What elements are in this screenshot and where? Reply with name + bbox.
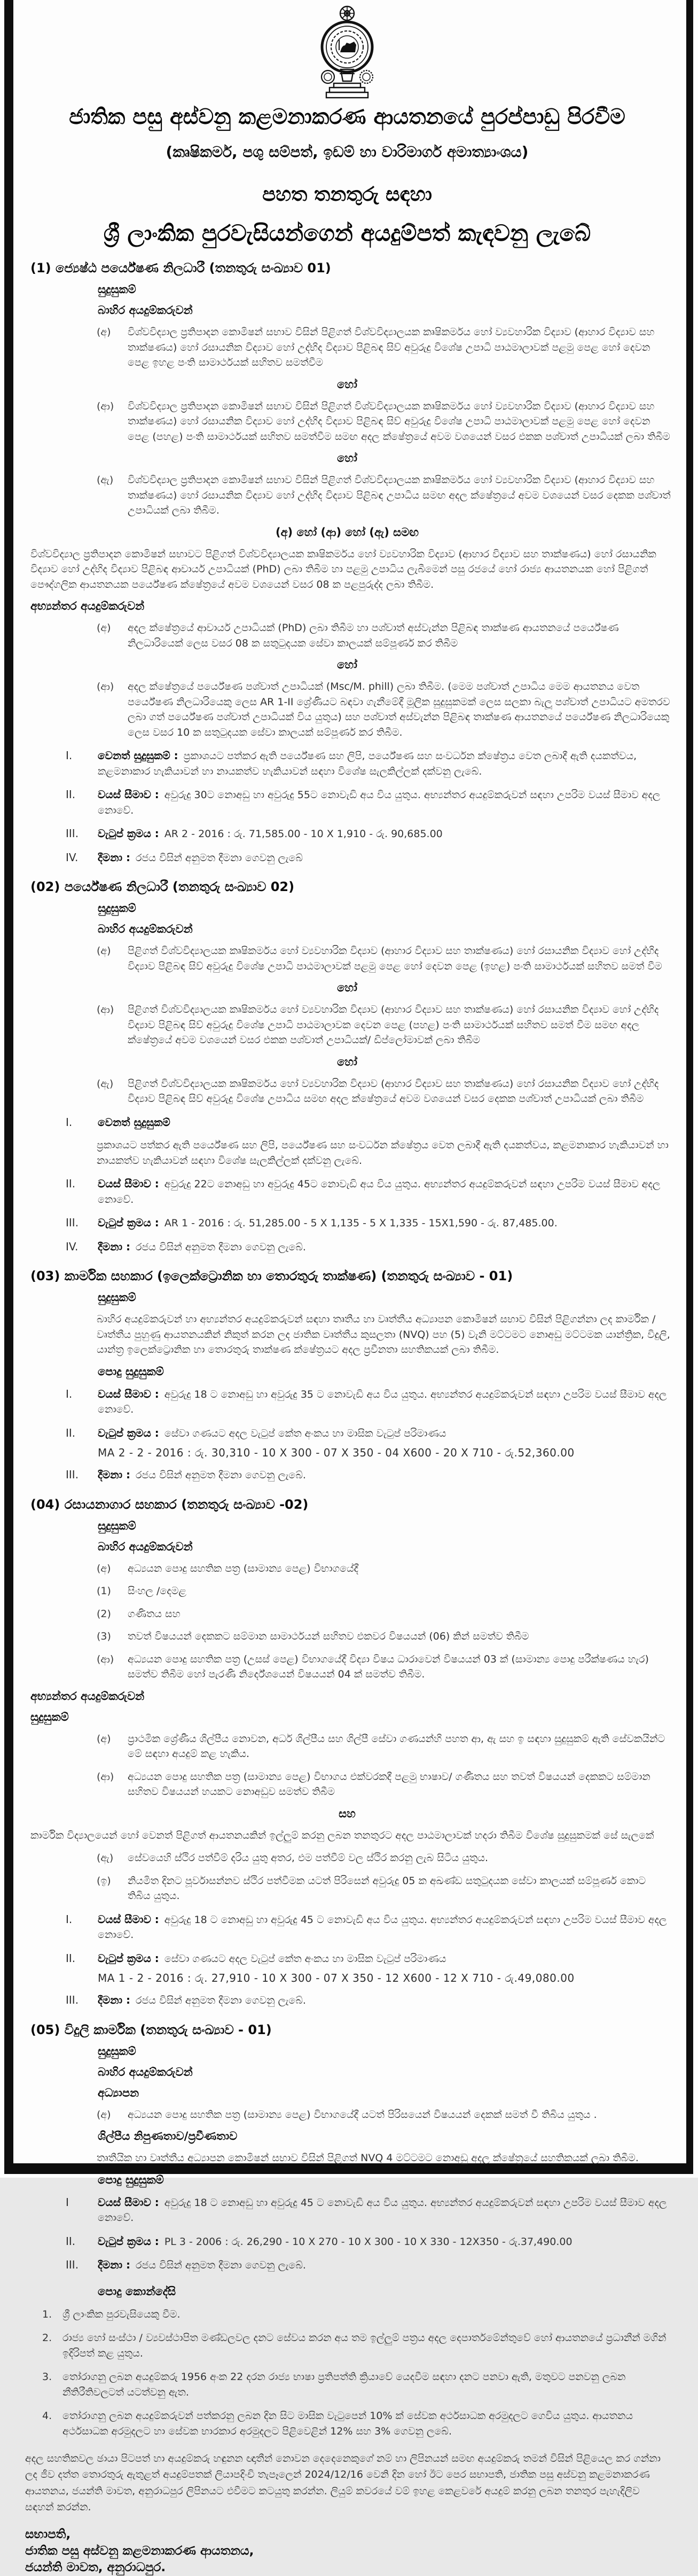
page-title: ජාතික පසු අස්වනු කළමනාකරණ ආයතනයේ පුරප්පාඩු පිරවීම — [69, 105, 625, 129]
signature-institute: ජාතික පසු අස්වනු කළමනාකරණ ආයතනය, — [25, 2543, 254, 2558]
salary-scale-item: III. වැටුප් ක්‍රමය : AR 2 - 2016 : රු. 71,585.00 - 10 X 1,910 - රු. 90,685.00 — [66, 827, 443, 840]
subject-item-2: (2) ගණිතය සහ — [97, 1606, 671, 1622]
item-label: (අ) — [97, 1732, 111, 1745]
item-label: (3) — [97, 1630, 111, 1642]
education-item-a: (අ) අධ්‍යයන පොදු සහතික පත්‍ර (සාමාන්‍ය පෙළ) විභාගයේදී යටත් පිරිසයෙන් විෂයයන් දෙකක් සමත් වී තිබිය යුතුය . — [97, 2107, 671, 2123]
qualifications-heading: සුදුසුකම් — [98, 1519, 136, 1532]
general-qualifications-heading: පොදු සුදුසුකම් — [98, 2173, 164, 2186]
item-label: (1) — [97, 1585, 111, 1597]
qualifications-heading: සුදුසුකම් — [98, 902, 136, 915]
sri-lanka-emblem-icon — [313, 4, 381, 99]
condition-item-4: 4. තෝරාගනු ලබන අයදුම්කරුවන් පත්කරනු ලබන දින සිට මාසික වැටුපෙන් 10% ක් සේවක අර්ථසාධක අරමුදලට ගෙවිය යුතුය. ආයතනය අර්ථසාධක අරමුදලට හා සේවක භාරකාර අරමුදලට පිළිවෙළින් 12% සහ 3% ගෙවනු ලබේ. — [42, 2410, 633, 2437]
qualifications-heading: සුදුසුකම් — [98, 2044, 136, 2058]
internal-applicants-heading: අභ්‍යන්තර අයදුම්කරුවන් — [30, 1689, 145, 1703]
qualification-item-b: (ආ) පිළිගත් විශ්වවිද්‍යාලයක කෘෂිකර්මය හෝ ව්‍යවහාරික විද්‍යාව (ආහාර විද්‍යාව සහ තාක්ෂණය) හෝ රසායනික විද්‍යාව හෝ උද්භිද විද්‍යාව පිළිබඳ සිව් අවුරුදු විශේෂ උපාධි පාඨමාලාවක දෙවන පෙළ (පහළ) පංති සාමාර්ථයක් සහිතව සමත් වීම සමඟ අදල ක්ෂේත්‍රයේ අවම වශයෙන් වසර එකක පශ්චාත් උපාධියක්/ ඩිප්ලෝමාවක් ලබා තිබීම — [97, 1002, 671, 1048]
or-separator: හෝ — [337, 658, 357, 671]
age-limit-item: I. වයස් සීමාව : අවුරුදු 18 ට නොඅඩු හා අවුරුදු 45 ට නොවැඩි අය විය යුතුය. අභ්‍යන්තර අයදුම්කරුවන් සඳහා උපරිම වයස් සීමාව අදල නොවේ. — [66, 1912, 667, 1941]
other-qualifications-item: I. වෙනත් සුදුසුකම් — [66, 1115, 170, 1129]
item-label: (ආ) — [97, 681, 114, 692]
age-limit-item: I. වයස් සීමාව : අවුරුදු 18 ට නොඅඩු හා අවුරුදු 35 ට නොවැඩි අය විය යුතුය. අභ්‍යන්තර අයදුම්කරුවන් සඳහා උපරිම වයස් සීමාව අදල නොවේ. — [66, 1387, 667, 1415]
qualification-item-a: (අ) විශ්වවිද්‍යාල ප්‍රතිපාදන කොමිෂන් සභාව විසින් පිළිගත් විශ්වවිද්‍යාලයක කෘෂිකර්මය හෝ ව්‍යවහාරික විද්‍යාව (ආහාර විද්‍යාව සහ තාක්ෂණය) හෝ රසායනික විද්‍යාව හෝ උද්භිද විද්‍යාව පිළිබඳ සිව් අවුරුදු විශේෂ උපාධි පාඨමාලාවක් පළමු පෙළ හෝ දෙවන පෙළ ඉහළ පංති සාමාර්ථයක් සහිතව සමත්වීම — [97, 325, 671, 371]
internal-item-a: (අ) ප්‍රාථමික ශ්‍රේණීය ශිල්පීය නොවන, අර්ධ ශිල්පීය සහ ශිල්පී සේවා ගණයන්හි පහත ආ, ඇ සහ ඉ සඳහා සුදුසුකම් ඇති සේවකයින්ට මේ සඳහා අයදුම් කළ හැකිය. — [97, 1731, 671, 1762]
item-label: (ආ) — [97, 1770, 114, 1783]
qualification-item-a: (අ) පිළිගත් විශ්වවිද්‍යාලයක කෘෂිකර්මය හෝ ව්‍යවහාරික විද්‍යාව (ආහාර විද්‍යාව සහ තාක්ෂණය) හෝ රසායනික විද්‍යාව හෝ උද්භිද විද්‍යාව පිළිබඳ සිව් අවුරුදු විශේෂ උපාධි පාඨමාලාවක් පළමු පෙළ හෝ දෙවන පෙළ (ඉහළ) පංති සාමාර්ථයක් සහිතව සමත් වීම — [97, 943, 671, 974]
allowance-item: III. දීමනා : රජය විසින් අනුමත දීමනා ගෙවනු ලැබේ. — [66, 1468, 306, 1481]
combined-qualification-paragraph: විශ්වවිද්‍යාල ප්‍රතිපාදන කොමිෂන් සභාවට පිළිගත් විශ්වවිද්‍යාලයක කෘෂිකර්මය හෝ ව්‍යවහාරික විද්‍යාව (ආහාර විද්‍යාව සහ තාක්ෂණය) හෝ රසායනික විද්‍යාව හෝ උද්භිද විද්‍යාව පිළිබඳ ආචාර්ය උපාධියක් (PhD) ලබා තිබීම හා පළමු උපාධිය ලැබීමෙන් පසු රජයේ හෝ රාජ්‍ය ආයතනයක හෝ පිළිගත් පෞද්ගලික ආයතනයක පර්යේෂණ ක්ෂේත්‍රයේ අවම වශයෙන් වසර 08 ක පළපුරුද්ද ලබා තිබීම. — [30, 548, 656, 590]
internal-item-c: (ඇ) සේවයෙහි ස්ථිර පත්වීම් දරිය යුතු අතර, එම පත්වීම් වල ස්ථිර කරනු ලැබ සිටිය යුතුය. — [97, 1850, 671, 1866]
section-1-heading: (1) ජ්‍යෙෂ්ඨ පර්යේෂණ නිලධාරී (තනතුරු සංඛ්‍යාව 01) — [30, 261, 331, 275]
section-5-heading: (05) විදුලි කාර්මික (තනතුරු සංඛ්‍යාව - 01) — [30, 2022, 272, 2037]
item-label: (ඉ) — [97, 1874, 111, 1887]
qualification-item-c: (ඇ) පිළිගත් විශ්වවිද්‍යාලයක කෘෂිකර්මය හෝ ව්‍යවහාරික විද්‍යාව (ආහාර විද්‍යාව සහ තාක්ෂණය) හෝ රසායනික විද්‍යාව හෝ උද්භිද විද්‍යාව පිළිබඳ සිව් අවුරුදු විශේෂ උපාධිය සමඟ අදල ක්ෂේත්‍රයේ අවම වශයෙන් වසර දෙකක පශ්චාත් උපාධියක් ලබා තිබීම — [97, 1076, 671, 1107]
internal-item-a: (අ) අදල ක්ෂේත්‍රයේ ආචාර්ය උපාධියක් (PhD) ලබා තිබීම හා පශ්චාත් අස්වැන්න පිළිබඳ තාක්ෂණ ආයතනයේ පර්යේෂණ නිලධාරියෙක් ලෙස වසර 08 ක සතුටුදයක සේවා කාලයක් සම්පූර්ණ කර තිබීම — [97, 620, 671, 651]
item-label: (අ) — [97, 622, 111, 634]
salary-scale-line: MA 2 - 2 - 2016 : රු. 30,310 - 10 X 300 - 07 X 350 - 04 X600 - 20 X 710 - රු.52,360.00 — [98, 1446, 575, 1459]
header-emblem-area — [23, 4, 671, 101]
allowance-item: III. දීමනා : රජය විසින් අනුමත දීමනා ගෙවනු ලැබේ. — [66, 2258, 306, 2271]
salary-scale-item: II. වැටුප් ක්‍රමය : සේවා ගණයට අදල වැටුප් කේත අංකය හා මාසික වැටුප් පරිමාණය — [66, 1426, 446, 1439]
allowance-item: IV. දීමනා : රජය විසින් අනුමත දීමනා ගෙවනු ලැබේ — [66, 850, 303, 864]
document-content — [13, 0, 686, 2574]
section-3-heading: (03) කාර්මික සහකාර (ඉලෙක්ට්‍රොනික හා තොරතුරු තාක්ෂණ) (තනතුරු සංඛ්‍යාව - 01) — [30, 1269, 513, 1283]
external-applicants-heading: බාහිර අයදුම්කරුවන් — [98, 1540, 193, 1553]
or-separator: හෝ — [337, 981, 357, 994]
signature-chairman: සභාපති, — [25, 2527, 71, 2541]
exam-requirement-item: (අ) අධ්‍යයන පොදු සහතික පත්‍ර (සාමාන්‍ය පෙළ) විභාගයේදී — [97, 1561, 671, 1577]
qualification-item-c: (ඇ) විශ්වවිද්‍යාල ප්‍රතිපාදන කොමිෂන් සභාව විසින් පිළිගත් විශ්වවිද්‍යාලයක කෘෂිකර්මය හෝ ව්‍යවහාරික විද්‍යාව (ආහාර විද්‍යාව සහ තාක්ෂණය) හෝ රසායනික විද්‍යාව හෝ උද්භිද විද්‍යාව පිළිබඳ උපාධිය සමඟ අදල ක්ෂේත්‍රයේ අවම වශයෙන් වසර දෙකක පශ්චාත් උපාධියක් ලබා තිබීම. — [97, 472, 671, 518]
qualifications-heading: සුදුසුකම් — [98, 1291, 136, 1304]
section-4-heading: (04) රසායනාගාර සහකාර (තනතුරු සංඛ්‍යාව -02) — [30, 1496, 309, 1512]
age-limit-item: II. වයස් සීමාව : අවුරුදු 22ට නොඅඩු හා අවුරුදු 45ට නොවැඩි අය විය යුතුය. අභ්‍යන්තර අයදුම්කරුවන් සඳහා උපරිම වයස් සීමාව අදල නොවේ. — [66, 1177, 661, 1206]
skill-proficiency-paragraph: තෘතීයික හා වෘත්තීය අධ්‍යාපන කොමිෂන් සභාව විසින් පිළිගත් NVQ 4 මට්ටමට නොඅඩු අදල ක්ෂේත්‍රයේ සහතිකයක් ලබා තිබීම. — [97, 2152, 639, 2164]
qualification-paragraph: බාහිර අයදුම්කරුවන් හා අභ්‍යන්තර අයදුම්කරුවන් සඳහා තෘතීය හා වෘත්තීය අධ්‍යාපන කොමිෂන් සභාව විසින් පිළිගන්නා ලද කාර්මික / වෘත්තීය පුහුණු ආයතනයකින් නිකුත් කරන ලද ජාතික වෘත්තීය කුසලතා (NVQ) පහ (5) වැනි මට්ටමට නොඅඩු මට්ටමක යාන්ත්‍රික, විදුලි, යාන්ත්‍ර ඉලෙක්ට්‍රොනික හා තොරතුරු තාක්ෂණ ක්ෂේත්‍රයට අදල ප්‍රවීනතා සහතිකයක් ලබා තිබීම. — [97, 1313, 670, 1356]
signature-address: ජයන්ති මාවත, අනුරාධපුර. — [25, 2560, 166, 2574]
external-applicants-heading: බාහිර අයදුම්කරුවන් — [98, 923, 193, 935]
item-label: (අ) — [97, 1562, 111, 1574]
or-separator: හෝ — [337, 377, 357, 391]
external-applicants-heading: බාහිර අයදුම්කරුවන් — [98, 304, 193, 317]
allowance-item: IV. දීමනා : රජය විසින් අනුමත දීමනා ගෙවනු ලැබේ. — [66, 1240, 306, 1253]
item-label: (ඇ) — [97, 474, 114, 486]
item-label: (2) — [97, 1608, 111, 1620]
or-separator: හෝ — [337, 1055, 357, 1068]
subject-item-3: (3) තවත් විෂයයන් දෙකකට සම්මාන සාමාර්ථයන් සහිතව එකවර විෂයයන් (06) කින් සමත්ව තිබීම — [97, 1629, 671, 1644]
education-heading: අධ්‍යාපන — [98, 2086, 139, 2099]
subtitle-positions: පහත තනතුරු සඳහා — [262, 183, 432, 206]
skill-proficiency-heading: ශිල්පීය නිපුණතාව/ප්‍රවීණතාව — [98, 2130, 238, 2142]
item-label: (අ) — [97, 326, 111, 338]
internal-applicants-heading: අභ්‍යන්තර අයදුම්කරුවන් — [30, 600, 145, 612]
internal-item-b: (ආ) අදල ක්ෂේත්‍රයේ පර්යේෂණ පශ්චාත් උපාධියක් (Msc/M. phill) ලබා තිබීම. (මෙම පශ්චාත් උපාධිය මෙම ආයතනය වෙත පර්යේෂණ නිලධාරියෙකු ලෙස AR 1-II ශ්‍රේණියට බඳවා ගැනීමේදී මූලික සුදුසුකමක් ලෙස සලකා බැලූ පශ්චාත් උපාධියට අමතරව ලබා ගත් පර්යේෂණ පශ්චාත් උපාධියක් විය යුතුය) සහ පශ්චාත් අස්වැන්න පිළිබඳ තාක්ෂණ ආයතනයේ පර්යේෂණ නිලධාරියෙකු ලෙස වසර 10 ක සතුටුදයක සේවා කාලයක් සම්පූර්ණ කර තිබීම. — [97, 679, 671, 740]
section-2-heading: (02) පර්යේෂණ නිලධාරී (තනතුරු සංඛ්‍යාව 02) — [30, 879, 295, 894]
exam-requirement-item-b: (ආ) අධ්‍යයන පොදු සහතික පත්‍ර (උසස් පෙළ) විභාගයේදී විද්‍යා විෂය ධාරාවෙන් විෂයයන් 03 ක් (සාමාන්‍ය පොදු පරීක්ෂණය හැර) සමත්ව තිබීම හෝ පැරණි නිර්දේශයෙන් විෂයයන් 04 ක් සමත්ව තිබීම. — [97, 1652, 671, 1682]
condition-item-3: 3. තෝරාගනු ලබන අයදුම්කරු 1956 අංක 22 දරන රාජ්‍ය භාෂා ප්‍රතිපත්ති ක්‍රියාවේ යෙදවීම සඳහා දනට පනවා ඇති, මතුවට පනවනු ලබන නීතිරීතිවලටත් යටත්වනු ඇත. — [42, 2371, 626, 2398]
salary-scale-item: III. වැටුප් ක්‍රමය : AR 1 - 2016 : රු. 51,285.00 - 5 X 1,135 - 5 X 1,335 - 15X1,590 - රු. 87,485.00. — [66, 1216, 558, 1229]
or-separator: හෝ — [337, 452, 357, 464]
condition-item-2: 2. රාජ්‍ය හෝ සංස්ථා / ව්‍යවස්ථාපිත මණ්ඩලවල දනට සේවය කරන අය තම ඉල්ලුම් පත්‍රය අදල දෙපාර්තමේන්තුවේ හෝ ආයතනයේ ප්‍රධානීන් මගින් ඉදිරිපත් කළ යුතුය. — [42, 2332, 666, 2359]
internal-item-e: (ඉ) නියමිත දිනට පූර්වාසන්නව ස්ථිර පත්වීමක යටත් පිරිසෙන් අවුරුදු 05 ක අඛණ්ඩ සතුටුදයක සේවා කාලයක් සම්පූර්ණ කොට තිබිය යුතුය. — [97, 1873, 671, 1904]
qualifications-heading: සුදුසුකම් — [30, 1710, 69, 1723]
salary-scale-item: II. වැටුප් ක්‍රමය : PL 3 - 2006 : රු. 26,290 - 10 X 270 - 10 X 300 - 10 X 330 - 12X350 - රු.37,490.00 — [66, 2234, 572, 2248]
other-qualifications-paragraph: ප්‍රකාශයට පත්කර ඇති පර්යේෂණ සහ ලිපි, පර්යේෂණ සහ සංවර්ධන ක්ෂේත්‍රය වෙත ලබාදී ඇති දයකත්වය, කළමනාකාර හැකියාවන් හා නායකත්ව හැකියාවන් සඳහා විශේෂ සැලකිල්ලක් දක්වනු ලැබේ. — [97, 1139, 669, 1167]
subject-item-1: (1) සිංහල /දෙමළ — [97, 1584, 671, 1599]
qualification-item-b: (ආ) විශ්වවිද්‍යාල ප්‍රතිපාදන කොමිෂන් සභාව විසින් පිළිගත් විශ්වවිද්‍යාලයක කෘෂිකර්මය හෝ ව්‍යවහාරික විද්‍යාව (ආහාර විද්‍යාව සහ තාක්ෂණය) හෝ රසායනික විද්‍යාව හෝ උද්භිද විද්‍යාව පිළිබඳ සිව් අවුරුදු විශේෂ උපාධි පාඨමාලාවක් පළමු පෙළ හෝ දෙවන පෙළ (පහළ) පංති සාමාර්ථයක් සහිතව සමත්වීම සමඟ අදල ක්ෂේත්‍රයේ අවම වශයෙන් වසර එකක පශ්චාත් උපාධියක් ලබා තිබීම — [97, 399, 671, 445]
qualifications-heading: සුදුසුකම් — [98, 283, 136, 296]
item-label: (ආ) — [97, 1653, 114, 1665]
closing-paragraph: අදල සහතිකවල ඡායා පිටපත් හා අයදුම්කරු හඳුනන ඥාතීන් නොවන දෙදෙනෙකුගේ නම් හා ලිපිනයන් සමඟ අයදුම්කරු තමන් විසින් පිළියෙල කර ගන්නා ලද ජීව දත්ත තොරතුරු ඇතුළත් අයදුම්පතක් ලියාපදිංචි තැපෑලෙන් 2024/12/16 වෙනි දින හෝ ඊට පෙර සභාපති, ජාතික පසු අස්වනු කළමනාකරණ ආයතනය, ජයන්ති මාවත, අනුරාධපුර ලිපිනයට එවීමට කටයුතු කරන්න. ලියුම් කවරයේ වම් ඉහළ කෙළවරේ අයදුම් කරනු ලබන තනතුර පැහැදිලිව සඳහන් කරන්න. — [25, 2453, 661, 2514]
item-label: (ඇ) — [97, 1077, 114, 1090]
age-limit-item: I වයස් සීමාව : අවුරුදු 18 ට නොඅඩු හා අවුරුදු 45 ට නොවැඩි අය විය යුතුය. අභ්‍යන්තර අයදුම්කරුවන් සඳහා උපරිම වයස් සීමාව අදල නොවේ. — [66, 2195, 667, 2224]
item-label: (අ) — [97, 2108, 111, 2121]
special-qualification-note: කාර්මික විද්‍යාලයෙන් හෝ වෙනත් පිළිගත් ආයතනයකින් ඉල්ලුම් කරනු ලබන තනතුරට අදල පාඨමාලාවක් හදරා තිබීම විශේෂ සුදුසුකමක් සේ සැලකේ — [30, 1829, 654, 1841]
other-qualifications-item: I. වෙනත් සුදුසුකම් : ප්‍රකාශයට පත්කර ඇති පර්යේෂණ සහ ලිපි, පර්යේෂණ සහ සංවර්ධන ක්ෂේත්‍රය වෙත ලබාදී ඇති දයකත්වය, කළමනාකාර හැකියාවන් හා නායකත්ව හැකියාවන් සඳහා විශේෂ සැලකිල්ලක් දක්වනු ලැබේ. — [66, 749, 637, 777]
item-label: (ආ) — [97, 400, 114, 412]
subtitle-applications: ශ්‍රී ලාංකික පුරවැසියන්ගෙන් අයදුම්පත් කැඳවනු ලැබේ — [103, 220, 591, 246]
internal-item-b: (ආ) අධ්‍යයන පොදු සහතික පත්‍ර (සාමාන්‍ය පෙළ) විභාගය එක්වරකදී පළමු භාෂාව/ ගණිතය සහ තවත් විෂයයන් දෙකකට සම්මාන සහිතව විෂයයන් හයකට නොඅඩුව සමත්ව තිබීම — [97, 1769, 671, 1800]
external-applicants-heading: බාහිර අයදුම්කරුවන් — [98, 2065, 193, 2078]
general-qualifications-heading: පොදු සුදුසුකම් — [98, 1365, 164, 1378]
general-conditions-heading: පොදු කොන්දේසි — [98, 2284, 176, 2298]
and-separator: සහ — [339, 1807, 356, 1820]
age-limit-item: II. වයස් සීමාව : අවුරුදු 30ට නොඅඩු හා අවුරුදු 55ට නොවැඩි අය විය යුතුය. අභ්‍යන්තර අයදුම්කරුවන් සඳහා උපරිම වයස් සීමාව අදල නොවේ. — [66, 788, 661, 816]
item-label: (ඇ) — [97, 1852, 114, 1864]
salary-scale-item: II. වැටුප් ක්‍රමය : සේවා ගණයට අදල වැටුප් කේත අංකය හා මාසික වැටුප් පරිමාණය — [66, 1951, 446, 1965]
item-label: (අ) — [97, 945, 111, 957]
salary-scale-line: MA 1 - 2 - 2016 : රු. 27,910 - 10 X 300 - 07 X 350 - 12 X600 - 12 X 710 - රු.49,080.00 — [98, 1972, 575, 1984]
item-label: (ආ) — [97, 1004, 114, 1015]
condition-item-1: 1. ශ්‍රී ලාංකික පුරවැසියෙකු වීම. — [42, 2308, 181, 2320]
allowance-item: III. දීමනා : රජය විසින් අනුමත දීමනා ගෙවනු ලැබේ. — [66, 1994, 306, 2006]
ministry-line: (කෘෂිකර්ම, පශු සම්පත්, ඉඩම් හා වාරිමාර්ග අමාත්‍යාංශය) — [166, 143, 529, 161]
combined-with-heading: (අ) හෝ (ආ) හෝ (ඇ) සමඟ — [276, 525, 419, 539]
